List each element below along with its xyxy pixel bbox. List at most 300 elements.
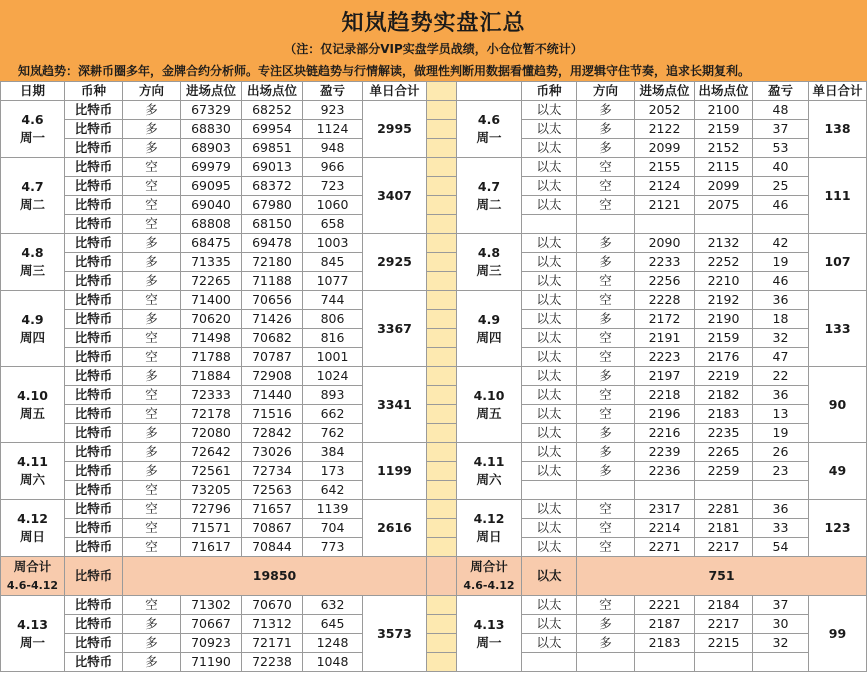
day-weekday: 周三: [476, 263, 502, 278]
btc-coin-cell: 比特币: [65, 443, 123, 462]
btc-coin-cell: 比特币: [65, 653, 123, 672]
week-label-cell: [457, 557, 522, 596]
btc-direction-cell: 空: [123, 215, 181, 234]
trade-row: [1, 405, 867, 424]
btc-exit-cell: 72842: [242, 424, 303, 443]
btc-exit-cell: 69954: [242, 120, 303, 139]
btc-pnl-cell: 773: [303, 538, 363, 557]
btc-coin-cell: 比特币: [65, 272, 123, 291]
eth-coin-cell: 以太: [522, 177, 577, 196]
trade-row: [1, 215, 867, 234]
btc-coin-cell: 比特币: [65, 253, 123, 272]
btc-coin-cell: 比特币: [65, 329, 123, 348]
btc-direction-cell: 空: [123, 386, 181, 405]
day-weekday: 周一: [19, 130, 45, 145]
btc-pnl-cell: 1003: [303, 234, 363, 253]
week-label: 周合计: [470, 558, 508, 574]
trade-row: [1, 253, 867, 272]
eth-exit-cell: 2192: [695, 291, 753, 310]
btc-direction-cell: 空: [123, 500, 181, 519]
eth-coin-cell: 以太: [522, 310, 577, 329]
day-date: 4.7: [477, 178, 501, 194]
btc-direction-cell: 空: [123, 596, 181, 615]
eth-entry-cell: 2155: [635, 158, 695, 177]
eth-exit-cell: 2215: [695, 634, 753, 653]
week-eth-coin: 以太: [522, 557, 577, 596]
btc-entry-cell: 70667: [181, 615, 242, 634]
week-eth-total: 751: [577, 557, 867, 596]
btc-coin-cell: 比特币: [65, 367, 123, 386]
day-date: 4.12: [473, 511, 505, 526]
eth-direction-cell: 空: [577, 272, 635, 291]
gap-cell: [427, 139, 457, 158]
day-date: 4.7: [21, 178, 44, 194]
trade-row: [1, 519, 867, 538]
gap-cell: [427, 101, 457, 120]
header-daily-total-eth: 单日合计: [809, 82, 867, 101]
btc-pnl-cell: 845: [303, 253, 363, 272]
header-date-eth: [457, 82, 522, 101]
eth-entry-cell: 2256: [635, 272, 695, 291]
trade-row: [1, 272, 867, 291]
eth-coin-cell: 以太: [522, 139, 577, 158]
eth-entry-cell: 2271: [635, 538, 695, 557]
day-weekday: 周六: [19, 472, 45, 487]
eth-direction-cell: 空: [577, 405, 635, 424]
btc-entry-cell: 71335: [181, 253, 242, 272]
btc-coin-cell: 比特币: [65, 481, 123, 500]
day-weekday: 周二: [19, 196, 45, 212]
eth-coin-cell: 以太: [522, 272, 577, 291]
day-weekday: 周五: [476, 405, 502, 421]
trade-row: [1, 500, 867, 519]
eth-coin-cell: 以太: [522, 443, 577, 462]
eth-entry-cell: 2218: [635, 386, 695, 405]
eth-coin-cell: 以太: [522, 120, 577, 139]
btc-pnl-cell: 966: [303, 158, 363, 177]
trade-row: [1, 462, 867, 481]
week-btc-coin: 比特币: [65, 557, 123, 596]
btc-entry-cell: 68475: [181, 234, 242, 253]
header-entry: 进场点位: [181, 82, 242, 101]
eth-exit-cell: 2217: [695, 615, 753, 634]
header-pnl: 盈亏: [303, 82, 363, 101]
btc-direction-cell: 多: [123, 234, 181, 253]
btc-direction-cell: 空: [123, 538, 181, 557]
btc-pnl-cell: 806: [303, 310, 363, 329]
btc-coin-cell: 比特币: [65, 139, 123, 158]
eth-exit-cell: 2219: [695, 367, 753, 386]
eth-direction-cell: 空: [577, 500, 635, 519]
btc-direction-cell: 空: [123, 196, 181, 215]
btc-pnl-cell: 1048: [303, 653, 363, 672]
eth-exit-cell: 2152: [695, 139, 753, 158]
eth-exit-cell: 2100: [695, 101, 753, 120]
btc-pnl-cell: 1248: [303, 634, 363, 653]
btc-pnl-cell: 1060: [303, 196, 363, 215]
trade-row: [1, 615, 867, 634]
eth-pnl-cell: 26: [753, 443, 809, 462]
day-weekday: 周四: [19, 329, 45, 345]
btc-exit-cell: 72734: [242, 462, 303, 481]
eth-entry-cell: 2187: [635, 615, 695, 634]
trade-row: [1, 443, 867, 462]
trade-row: [1, 634, 867, 653]
eth-direction-cell: 多: [577, 367, 635, 386]
btc-entry-cell: 72561: [181, 462, 242, 481]
btc-daily-total: 2925: [363, 234, 427, 291]
btc-direction-cell: 空: [123, 329, 181, 348]
trade-row: [1, 367, 867, 386]
trade-row: [1, 234, 867, 253]
week-range: 4.6-4.12: [6, 578, 59, 592]
day-weekday: 周一: [476, 130, 502, 145]
gap-cell: [427, 519, 457, 538]
trade-row: [1, 596, 867, 615]
day-date: 4.12: [17, 511, 48, 526]
btc-coin-cell: 比特币: [65, 405, 123, 424]
eth-pnl-cell: 36: [753, 386, 809, 405]
eth-pnl-cell: 48: [753, 101, 809, 120]
eth-direction-cell: 多: [577, 615, 635, 634]
btc-coin-cell: 比特币: [65, 120, 123, 139]
eth-coin-cell: 以太: [522, 234, 577, 253]
header-pnl-eth: 盈亏: [753, 82, 809, 101]
gap-cell: [427, 653, 457, 672]
sheet-note: （注：仅记录部分VIP实盘学员战绩，小仓位暂不统计）: [284, 42, 583, 56]
btc-pnl-cell: 1124: [303, 120, 363, 139]
btc-pnl-cell: 948: [303, 139, 363, 158]
week-range: 4.6-4.12: [463, 578, 515, 592]
gap-cell: [427, 596, 457, 615]
eth-entry-cell: [635, 215, 695, 234]
btc-coin-cell: 比特币: [65, 291, 123, 310]
eth-coin-cell: 以太: [522, 291, 577, 310]
eth-pnl-cell: [753, 653, 809, 672]
btc-daily-total: 3573: [363, 596, 427, 672]
trade-table: [0, 81, 867, 672]
btc-direction-cell: 多: [123, 120, 181, 139]
btc-pnl-cell: 762: [303, 424, 363, 443]
trade-row: [1, 310, 867, 329]
btc-coin-cell: 比特币: [65, 158, 123, 177]
btc-coin-cell: 比特币: [65, 462, 123, 481]
btc-entry-cell: 71788: [181, 348, 242, 367]
eth-pnl-cell: 13: [753, 405, 809, 424]
eth-coin-cell: 以太: [522, 596, 577, 615]
eth-pnl-cell: 46: [753, 272, 809, 291]
btc-pnl-cell: 384: [303, 443, 363, 462]
eth-entry-cell: 2236: [635, 462, 695, 481]
btc-direction-cell: 多: [123, 310, 181, 329]
eth-pnl-cell: 37: [753, 596, 809, 615]
sheet-title: 知岚趋势实盘汇总: [341, 11, 526, 36]
eth-coin-cell: 以太: [522, 519, 577, 538]
btc-entry-cell: 69095: [181, 177, 242, 196]
eth-coin-cell: 以太: [522, 405, 577, 424]
btc-direction-cell: 多: [123, 272, 181, 291]
eth-entry-cell: 2239: [635, 443, 695, 462]
eth-entry-cell: 2228: [635, 291, 695, 310]
btc-daily-total: 3341: [363, 367, 427, 443]
eth-direction-cell: 多: [577, 101, 635, 120]
btc-exit-cell: 72238: [242, 653, 303, 672]
gap-cell: [427, 120, 457, 139]
eth-pnl-cell: 25: [753, 177, 809, 196]
eth-entry-cell: 2221: [635, 596, 695, 615]
eth-direction-cell: [577, 481, 635, 500]
gap-cell: [427, 615, 457, 634]
day-weekday: 周二: [476, 196, 502, 212]
btc-coin-cell: 比特币: [65, 177, 123, 196]
eth-coin-cell: 以太: [522, 634, 577, 653]
eth-direction-cell: 多: [577, 253, 635, 272]
week-label-cell: [1, 557, 65, 596]
gap-cell: [427, 196, 457, 215]
btc-direction-cell: 空: [123, 177, 181, 196]
eth-entry-cell: 2124: [635, 177, 695, 196]
day-date: 4.11: [473, 454, 505, 469]
gap-cell: [427, 215, 457, 234]
btc-coin-cell: 比特币: [65, 634, 123, 653]
btc-exit-cell: 73026: [242, 443, 303, 462]
btc-pnl-cell: 816: [303, 329, 363, 348]
header-exit: 出场点位: [242, 82, 303, 101]
week-label: 周合计: [13, 558, 52, 574]
btc-exit-cell: 69478: [242, 234, 303, 253]
gap-cell: [427, 348, 457, 367]
eth-coin-cell: 以太: [522, 615, 577, 634]
eth-coin-cell: 以太: [522, 196, 577, 215]
btc-exit-cell: 70682: [242, 329, 303, 348]
btc-exit-cell: 70787: [242, 348, 303, 367]
btc-pnl-cell: 923: [303, 101, 363, 120]
day-date: 4.13: [473, 616, 505, 632]
eth-pnl-cell: 40: [753, 158, 809, 177]
btc-direction-cell: 多: [123, 101, 181, 120]
gap-cell: [427, 557, 457, 596]
btc-entry-cell: 71498: [181, 329, 242, 348]
btc-coin-cell: 比特币: [65, 596, 123, 615]
eth-exit-cell: 2183: [695, 405, 753, 424]
btc-direction-cell: 多: [123, 653, 181, 672]
eth-entry-cell: 2090: [635, 234, 695, 253]
btc-entry-cell: 68903: [181, 139, 242, 158]
day-date: 4.10: [473, 387, 505, 403]
day-date-cell: [1, 101, 65, 158]
header-row: [1, 82, 867, 101]
eth-pnl-cell: 47: [753, 348, 809, 367]
eth-direction-cell: 多: [577, 634, 635, 653]
eth-exit-cell: 2181: [695, 519, 753, 538]
day-date: 4.8: [477, 245, 501, 260]
btc-pnl-cell: 1139: [303, 500, 363, 519]
eth-exit-cell: 2252: [695, 253, 753, 272]
eth-entry-cell: 2183: [635, 634, 695, 653]
btc-exit-cell: 69013: [242, 158, 303, 177]
eth-direction-cell: 多: [577, 234, 635, 253]
eth-exit-cell: 2132: [695, 234, 753, 253]
eth-direction-cell: [577, 215, 635, 234]
day-weekday: 周三: [19, 263, 45, 278]
eth-coin-cell: 以太: [522, 462, 577, 481]
eth-coin-cell: 以太: [522, 253, 577, 272]
day-weekday: 周六: [476, 472, 502, 487]
btc-exit-cell: 72908: [242, 367, 303, 386]
day-date: 4.9: [477, 311, 501, 327]
eth-pnl-cell: 32: [753, 329, 809, 348]
btc-entry-cell: 67329: [181, 101, 242, 120]
day-date-cell: [457, 367, 522, 443]
btc-daily-total: 3407: [363, 158, 427, 234]
eth-coin-cell: [522, 215, 577, 234]
eth-exit-cell: 2176: [695, 348, 753, 367]
eth-direction-cell: 多: [577, 443, 635, 462]
btc-exit-cell: 71657: [242, 500, 303, 519]
btc-direction-cell: 多: [123, 615, 181, 634]
eth-exit-cell: 2099: [695, 177, 753, 196]
btc-coin-cell: 比特币: [65, 215, 123, 234]
header-direction: 方向: [123, 82, 181, 101]
btc-entry-cell: 72178: [181, 405, 242, 424]
trade-row: [1, 538, 867, 557]
eth-direction-cell: 多: [577, 424, 635, 443]
btc-direction-cell: 多: [123, 424, 181, 443]
eth-exit-cell: 2265: [695, 443, 753, 462]
eth-direction-cell: 空: [577, 329, 635, 348]
gap-cell: [427, 500, 457, 519]
eth-entry-cell: 2099: [635, 139, 695, 158]
eth-coin-cell: 以太: [522, 158, 577, 177]
eth-direction-cell: 空: [577, 538, 635, 557]
btc-entry-cell: 73205: [181, 481, 242, 500]
eth-pnl-cell: 18: [753, 310, 809, 329]
btc-exit-cell: 71516: [242, 405, 303, 424]
eth-entry-cell: 2191: [635, 329, 695, 348]
gap-cell: [427, 177, 457, 196]
eth-pnl-cell: 54: [753, 538, 809, 557]
day-date-cell: [457, 158, 522, 234]
trade-row: [1, 386, 867, 405]
btc-exit-cell: 72563: [242, 481, 303, 500]
day-date-cell: [457, 596, 522, 672]
btc-direction-cell: 空: [123, 158, 181, 177]
eth-pnl-cell: 36: [753, 291, 809, 310]
eth-entry-cell: 2223: [635, 348, 695, 367]
day-date-cell: [457, 101, 522, 158]
eth-daily-total: 99: [809, 596, 867, 672]
eth-coin-cell: 以太: [522, 348, 577, 367]
eth-coin-cell: 以太: [522, 101, 577, 120]
gap-cell: [427, 405, 457, 424]
eth-exit-cell: 2281: [695, 500, 753, 519]
btc-pnl-cell: 173: [303, 462, 363, 481]
trade-row: [1, 177, 867, 196]
btc-coin-cell: 比特币: [65, 101, 123, 120]
btc-exit-cell: 70656: [242, 291, 303, 310]
day-weekday: 周日: [476, 529, 502, 544]
gap-cell: [427, 424, 457, 443]
day-date-cell: [1, 291, 65, 367]
eth-coin-cell: 以太: [522, 386, 577, 405]
trade-row: [1, 481, 867, 500]
day-weekday: 周四: [476, 329, 502, 345]
btc-daily-total: 2616: [363, 500, 427, 557]
day-date-cell: [1, 158, 65, 234]
btc-entry-cell: 71884: [181, 367, 242, 386]
gap-cell: [427, 158, 457, 177]
btc-entry-cell: 71571: [181, 519, 242, 538]
eth-direction-cell: 多: [577, 139, 635, 158]
btc-coin-cell: 比特币: [65, 196, 123, 215]
btc-pnl-cell: 658: [303, 215, 363, 234]
btc-pnl-cell: 662: [303, 405, 363, 424]
eth-exit-cell: [695, 481, 753, 500]
header-coin: 币种: [65, 82, 123, 101]
header-coin-eth: 币种: [522, 82, 577, 101]
eth-daily-total: 90: [809, 367, 867, 443]
trade-row: [1, 139, 867, 158]
trade-row: [1, 101, 867, 120]
btc-direction-cell: 多: [123, 253, 181, 272]
eth-daily-total: 138: [809, 101, 867, 158]
eth-direction-cell: 空: [577, 177, 635, 196]
trade-row: [1, 348, 867, 367]
btc-exit-cell: 70844: [242, 538, 303, 557]
day-date: 4.6: [477, 112, 501, 127]
sheet-description: 知岚趋势：深耕币圈多年，金牌合约分析师。专注区块链趋势与行情解读，做理性判断用数据看懂趋势，用逻辑守住节奏，追求长期复利。: [18, 64, 751, 78]
eth-entry-cell: 2197: [635, 367, 695, 386]
btc-pnl-cell: 744: [303, 291, 363, 310]
eth-exit-cell: 2190: [695, 310, 753, 329]
header-daily-total: 单日合计: [363, 82, 427, 101]
eth-entry-cell: 2121: [635, 196, 695, 215]
gap-cell: [427, 291, 457, 310]
eth-direction-cell: 空: [577, 348, 635, 367]
trade-row: [1, 291, 867, 310]
btc-exit-cell: 71426: [242, 310, 303, 329]
btc-exit-cell: 70867: [242, 519, 303, 538]
gap-cell: [427, 386, 457, 405]
eth-direction-cell: 空: [577, 158, 635, 177]
btc-entry-cell: 72796: [181, 500, 242, 519]
btc-coin-cell: 比特币: [65, 519, 123, 538]
eth-exit-cell: 2235: [695, 424, 753, 443]
day-weekday: 周一: [476, 634, 502, 650]
btc-direction-cell: 多: [123, 139, 181, 158]
btc-coin-cell: 比特币: [65, 348, 123, 367]
btc-pnl-cell: 1001: [303, 348, 363, 367]
btc-entry-cell: 72642: [181, 443, 242, 462]
btc-coin-cell: 比特币: [65, 500, 123, 519]
gap-cell: [427, 253, 457, 272]
day-date: 4.8: [21, 245, 44, 260]
btc-entry-cell: 71400: [181, 291, 242, 310]
day-date-cell: [1, 367, 65, 443]
btc-entry-cell: 71617: [181, 538, 242, 557]
btc-coin-cell: 比特币: [65, 234, 123, 253]
trade-row: [1, 158, 867, 177]
eth-pnl-cell: 30: [753, 615, 809, 634]
eth-direction-cell: 多: [577, 310, 635, 329]
btc-exit-cell: 71312: [242, 615, 303, 634]
eth-coin-cell: [522, 653, 577, 672]
eth-pnl-cell: 19: [753, 253, 809, 272]
btc-daily-total: 1199: [363, 443, 427, 500]
gap-cell: [427, 272, 457, 291]
btc-direction-cell: 空: [123, 405, 181, 424]
eth-entry-cell: 2233: [635, 253, 695, 272]
